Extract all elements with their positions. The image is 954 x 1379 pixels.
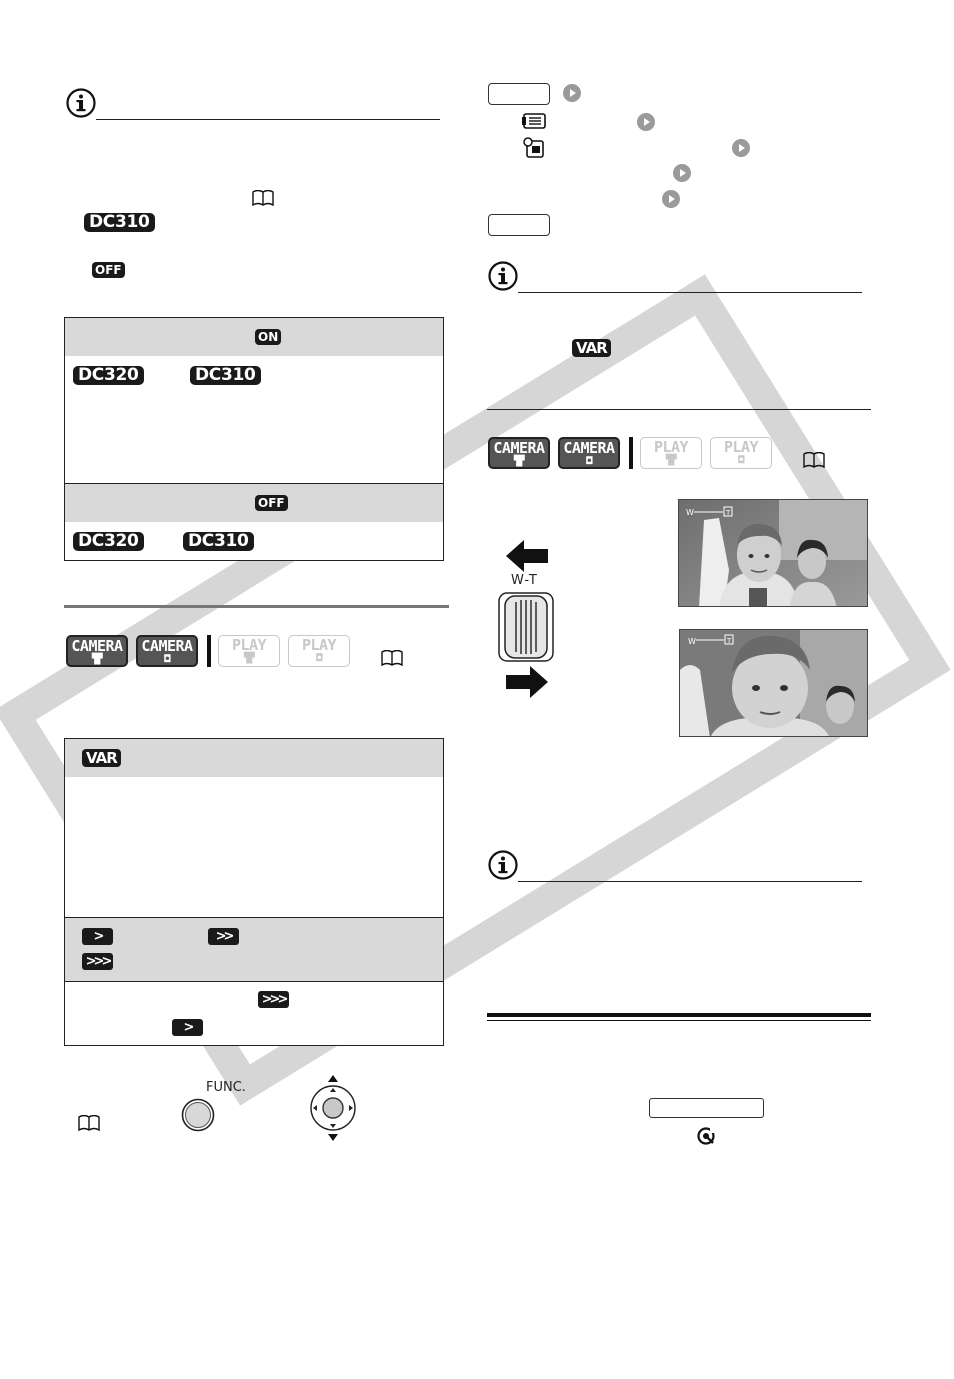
off-badge: OFF — [255, 495, 288, 511]
on-off-table — [64, 317, 444, 561]
dc320-badge: DC320 — [73, 366, 144, 385]
svg-text:T: T — [726, 509, 731, 517]
section-double-rule-thin — [487, 1020, 871, 1021]
book-icon — [803, 452, 825, 468]
section-rule — [64, 605, 449, 608]
var-badge: VAR — [82, 749, 121, 767]
dc310-badge: DC310 — [190, 366, 261, 385]
func-button-icon[interactable] — [181, 1098, 215, 1132]
zoom-lever-icon[interactable] — [498, 592, 554, 662]
on-row-header — [65, 318, 443, 356]
dc310-badge: DC310 — [84, 213, 155, 232]
svg-text:W: W — [688, 637, 696, 646]
menu-key — [488, 83, 550, 105]
mode-separator — [207, 635, 211, 667]
arrow-right-circle-icon — [662, 190, 680, 208]
speed3-icon: >>> — [82, 953, 113, 970]
table-divider — [65, 981, 443, 982]
arrow-left-icon — [506, 540, 548, 572]
arrow-right-circle-icon — [563, 84, 581, 102]
movie-camera-icon: ▝█▘ — [662, 455, 680, 466]
speed3-icon: >>> — [258, 991, 289, 1008]
info-rule — [518, 881, 862, 882]
arrow-right-circle-icon — [673, 164, 691, 182]
still-camera-icon: ◘ — [316, 653, 322, 664]
svg-text:W: W — [686, 508, 694, 517]
camera-function-menu-icon — [521, 137, 547, 159]
wide-key — [649, 1098, 764, 1118]
info-icon — [488, 261, 518, 291]
book-icon — [381, 650, 403, 666]
play-movie-mode: PLAY ▝█▘ — [640, 437, 702, 469]
camera-movie-mode: CAMERA ▝█▘ — [488, 437, 550, 469]
speed2-icon: >> — [208, 928, 239, 945]
movie-camera-icon: ▝█▘ — [510, 456, 528, 467]
joystick-icon[interactable] — [309, 1074, 357, 1142]
info-rule — [518, 292, 862, 293]
speed1-icon: > — [82, 928, 113, 945]
still-camera-icon: ◘ — [586, 456, 592, 467]
off-row-header — [65, 484, 443, 522]
dc320-badge: DC320 — [73, 532, 144, 551]
arrow-right-circle-icon — [637, 113, 655, 131]
camera-photo-mode: CAMERA ◘ — [558, 437, 620, 469]
movie-camera-icon: ▝█▘ — [88, 654, 106, 665]
still-camera-icon: ◘ — [164, 654, 170, 665]
info-icon — [66, 88, 96, 118]
play-movie-mode: PLAY ▝█▘ — [218, 635, 280, 667]
dc310-badge: DC310 — [183, 532, 254, 551]
var-badge: VAR — [572, 339, 611, 357]
book-icon — [78, 1115, 100, 1131]
wide-angle-photo — [678, 499, 868, 607]
info-icon — [488, 850, 518, 880]
movie-camera-icon: ▝█▘ — [240, 653, 258, 664]
zoom-lever-label: W-T — [511, 573, 538, 588]
zoom-speed-table — [64, 738, 444, 1046]
still-camera-icon: ◘ — [738, 455, 744, 466]
section-double-rule — [487, 1013, 871, 1017]
touch-power-icon — [696, 1126, 716, 1146]
off-badge: OFF — [92, 262, 125, 278]
camera-photo-mode: CAMERA ◘ — [136, 635, 198, 667]
speed-row-header — [65, 918, 443, 981]
var-row-header — [65, 739, 443, 777]
camera-setup-menu-icon — [521, 112, 547, 130]
telephoto-photo — [679, 629, 868, 737]
section-rule — [487, 409, 871, 410]
play-photo-mode: PLAY ◘ — [710, 437, 772, 469]
on-badge: ON — [255, 329, 281, 345]
menu-key — [488, 214, 550, 236]
func-label: FUNC. — [206, 1080, 246, 1095]
arrow-right-icon — [506, 666, 548, 698]
speed1-icon: > — [172, 1019, 203, 1036]
svg-text:T: T — [727, 637, 732, 645]
mode-separator — [629, 437, 633, 469]
info-rule — [96, 119, 440, 120]
play-photo-mode: PLAY ◘ — [288, 635, 350, 667]
book-icon — [252, 190, 274, 206]
camera-movie-mode: CAMERA ▝█▘ — [66, 635, 128, 667]
arrow-right-circle-icon — [732, 139, 750, 157]
